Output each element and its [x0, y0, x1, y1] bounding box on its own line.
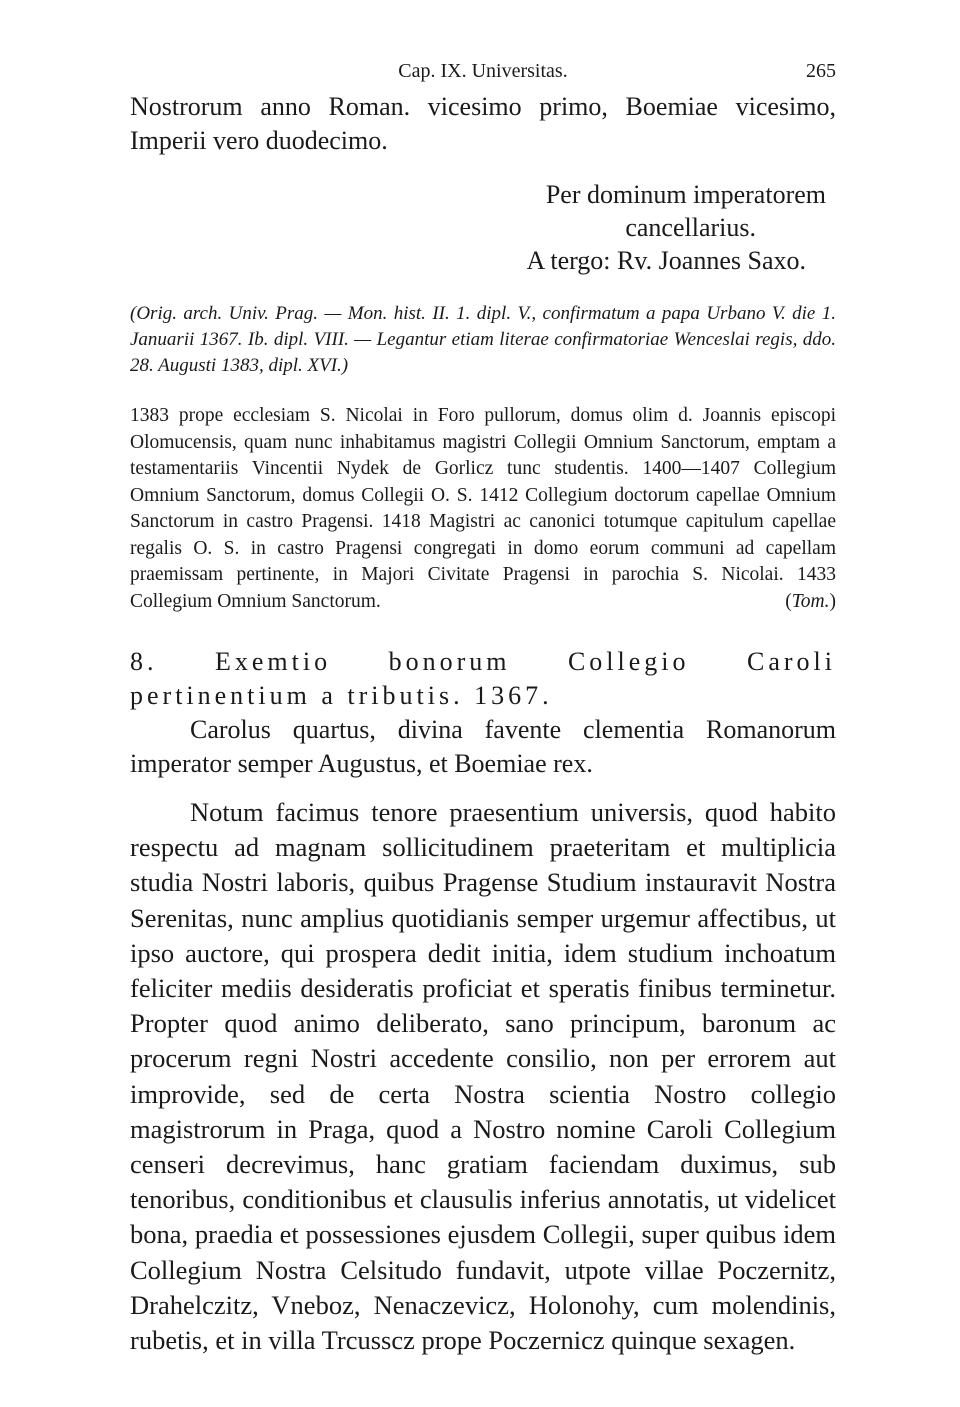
- running-head: [130, 60, 836, 90]
- commentary-text: 1383 prope ecclesiam S. Nicolai in Foro pullorum, domus olim d. Joannis episcopi Olomucensis, quam nunc inhabitamus magistri Collegii Omnium Sanctorum, emptam a testamentariis Vincentii Nydek de Gorlicz tunc studentis. 1400—1407 Collegium Omnium Sanctorum, domus Collegii O. S. 1412 Collegium doctorum capellae Omnium Sanctorum in castro Pragensi. 1418 Magistri ac canonici totumque capitulum capellae regalis O. S. in castro Pragensi congregati in domo eorum communi ad capellam praemissam pertinente, in Majori Civitate Pragensi in parochia S. Nicolai. 1433 Collegium Omnium Sanctorum.: [130, 405, 836, 612]
- author-open-paren: (: [785, 590, 792, 612]
- signature-line-1: Per dominum imperatorem: [545, 180, 826, 209]
- book-page: [130, 60, 836, 1385]
- author-abbreviation: Tom.: [791, 590, 830, 612]
- source-note: (Orig. arch. Univ. Prag. — Mon. hist. II. 1. dipl. V., confirmatum a papa Urbano V. die 1. Januarii 1367. Ib. dipl. VIII. — Legantur etiam literae confirmatoriae Wenceslai regis, ddo. 28. Augusti 1383, dipl. XVI.): [130, 303, 836, 376]
- commentary-author: [785, 589, 836, 616]
- author-close-paren: ): [829, 590, 836, 612]
- dating-clause: Nostrorum anno Roman. vicesimo primo, Boemiae vicesimo, Imperii vero duodecimo.: [130, 92, 836, 155]
- charter-body: Notum facimus tenore praesentium universis, quod habito respectu ad magnam sollicitudinem praeteritam et multiplicia studia Nostri laboris, quibus Pragense Studium instauravit Nostra Serenitas, nunc amplius quotidianis semper urgemur affectibus, ut ipso auctore, qui prospera dedit initia, idem studium inchoatum feliciter mediis desideratis proficiat et speratis finibus terminetur. Propter quod animo deliberato, sano principum, baronum ac procerum regni Nostri accedente consilio, non per errorem aut improvide, sed de certa Nostra scientia Nostro collegio magistrorum in Praga, quod a Nostro nomine Caroli Collegium censeri decrevimus, hanc gratiam faciendam duximus, sub tenoribus, conditionibus et clausulis inferius annotatis, ut videlicet bona, praedia et possessiones ejusdem Collegii, super quibus idem Collegium Nostra Celsitudo fundavit, utpote villae Poczernitz, Drahelczitz, Vneboz, Nenaczevicz, Holonohy, cum molendinis, rubetis, et in villa Trcusscz prope Poczernicz quinque sexagen.: [130, 797, 836, 1356]
- commentary-paragraph: [130, 403, 836, 615]
- page-number: 265: [806, 60, 836, 82]
- intitulatio: Carolus quartus, divina favente clementia Romanorum imperator semper Augustus, et Boemiae rex.: [130, 715, 836, 778]
- signature-line-3: A tergo: Rv. Joannes Saxo.: [526, 246, 806, 275]
- signature-line-2: cancellarius.: [625, 213, 756, 242]
- signature-block: [130, 178, 836, 277]
- running-head-title: Cap. IX. Universitas.: [398, 60, 568, 82]
- section-heading: 8. Exemtio bonorum Collegio Caroli pertinentium a tributis. 1367.: [130, 647, 836, 710]
